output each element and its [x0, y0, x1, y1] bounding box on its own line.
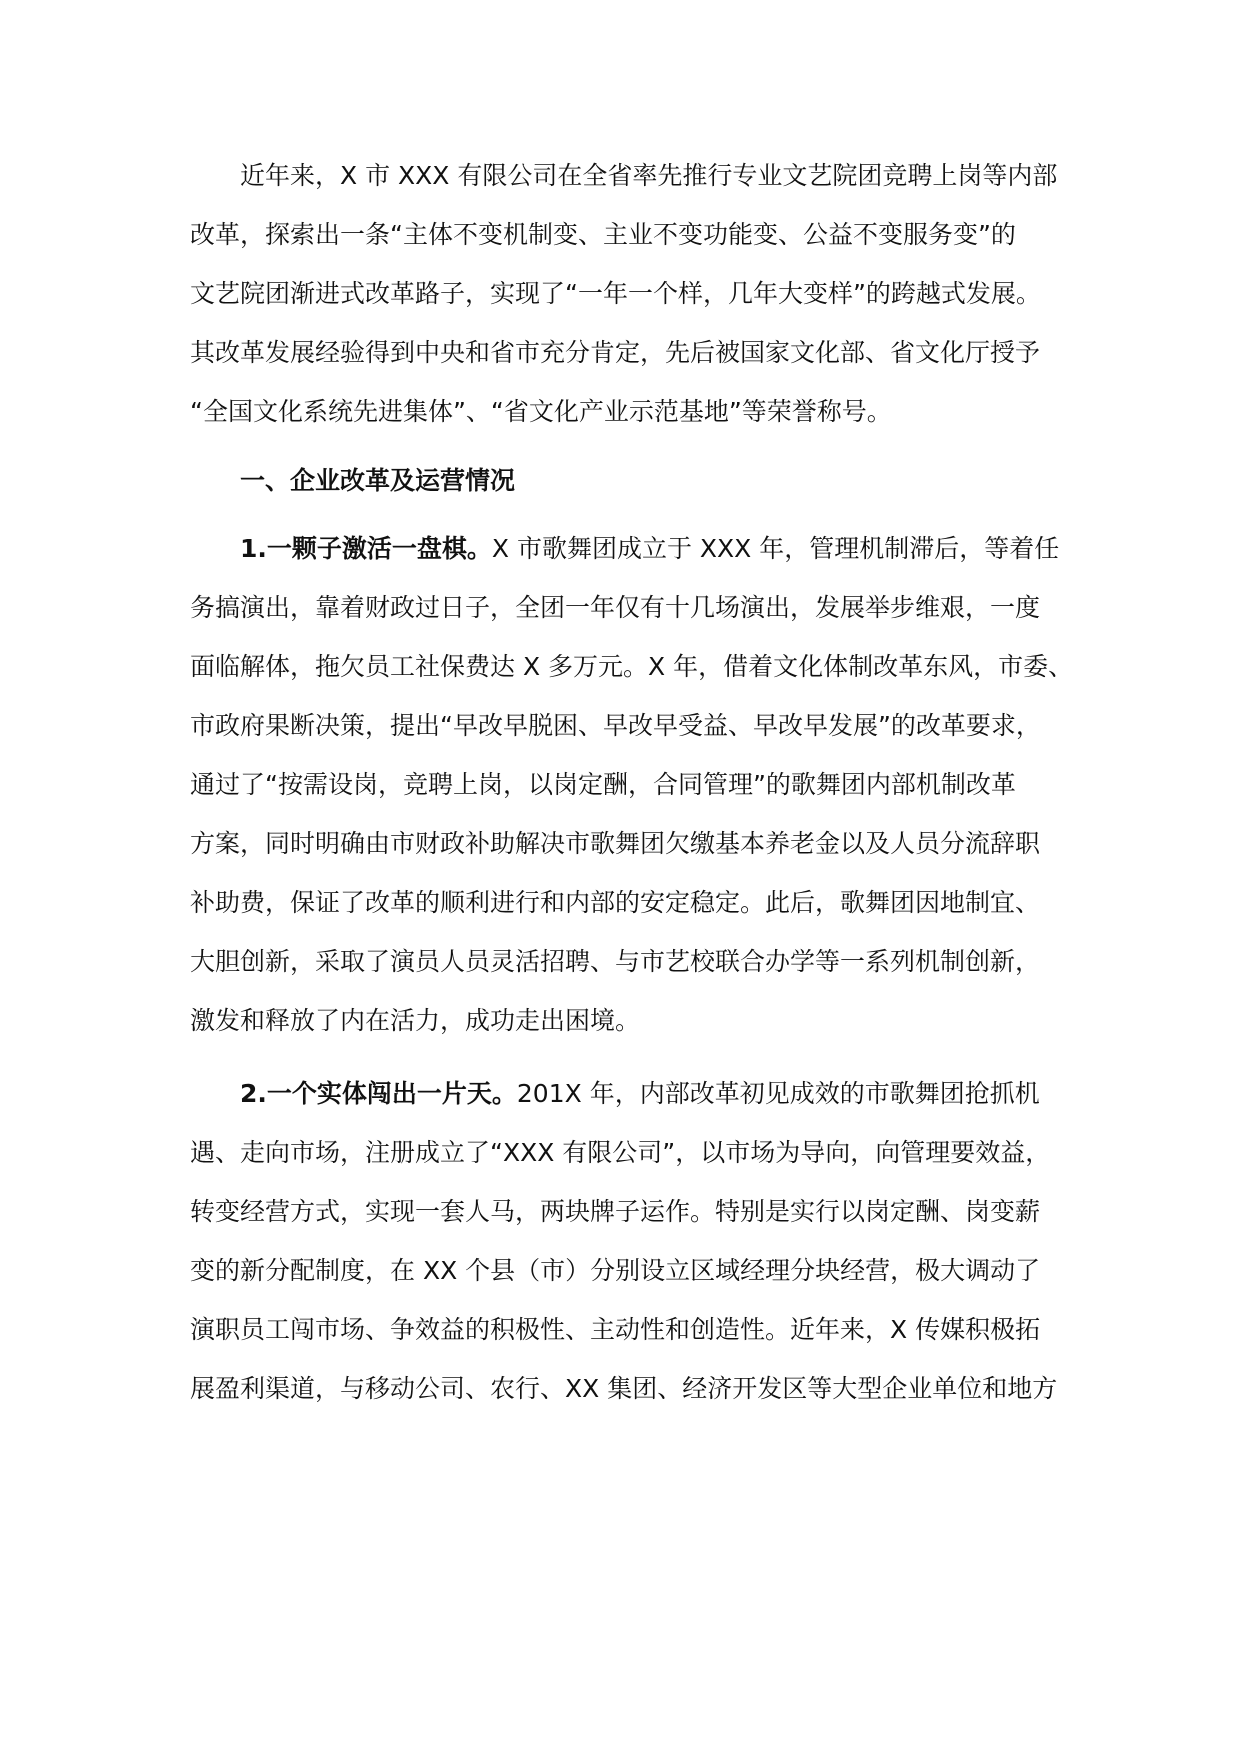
item1-first-line-text: X 市歌舞团成立于 XXX 年，管理机制滞后，等着任 [491, 534, 1060, 563]
intro-line-5: “全国文化系统先进集体”、“省文化产业示范基地”等荣誉称号。 [190, 397, 892, 426]
item1-first-line [240, 530, 1059, 568]
intro-line-4: 其改革发展经验得到中央和省市充分肯定，先后被国家文化部、省文化厅授予 [190, 338, 1041, 367]
item2-lead: 2.一个实体闯出一片天。 [240, 1079, 517, 1108]
item1-line: 大胆创新，采取了演员人员灵活招聘、与市艺校联合办学等一系列机制创新， [190, 947, 1041, 976]
item2-line: 演职员工闯市场、争效益的积极性、主动性和创造性。近年来，X 传媒积极拓 [190, 1315, 1041, 1344]
item1-lead: 1.一颗子激活一盘棋。 [240, 534, 492, 563]
item2-line: 变的新分配制度，在 XX 个县（市）分别设立区域经理分块经营，极大调动了 [190, 1256, 1041, 1285]
item1-line: 通过了“按需设岗，竞聘上岗，以岗定酬，合同管理”的歌舞团内部机制改革 [190, 770, 1016, 799]
item2-line: 展盈利渠道，与移动公司、农行、XX 集团、经济开发区等大型企业单位和地方 [190, 1374, 1058, 1403]
item2-first-line-text: 201X 年，内部改革初见成效的市歌舞团抢抓机 [516, 1079, 1040, 1108]
item2-line: 遇、走向市场，注册成立了“XXX 有限公司”，以市场为导向，向管理要效益， [190, 1138, 1051, 1167]
item2-first-line [240, 1075, 1040, 1113]
item1-line: 补助费，保证了改革的顺利进行和内部的安定稳定。此后，歌舞团因地制宜、 [190, 888, 1041, 917]
item1-line: 面临解体，拖欠员工社保费达 X 多万元。X 年，借着文化体制改革东风，市委、 [190, 652, 1074, 681]
item1-line: 方案，同时明确由市财政补助解决市歌舞团欠缴基本养老金以及人员分流辞职 [190, 829, 1041, 858]
item2-line: 转变经营方式，实现一套人马，两块牌子运作。特别是实行以岗定酬、岗变薪 [190, 1197, 1041, 1226]
intro-line-1: 近年来，X 市 XXX 有限公司在全省率先推行专业文艺院团竞聘上岗等内部 [240, 161, 1058, 190]
intro-line-2: 改革，探索出一条“主体不变机制变、主业不变功能变、公益不变服务变”的 [190, 220, 1016, 249]
section-heading: 一、企业改革及运营情况 [240, 466, 516, 495]
item1-line: 务搞演出，靠着财政过日子，全团一年仅有十几场演出，发展举步维艰，一度 [190, 593, 1041, 622]
intro-line-3: 文艺院团渐进式改革路子，实现了“一年一个样，几年大变样”的跨越式发展。 [190, 279, 1041, 308]
item1-line: 市政府果断决策，提出“早改早脱困、早改早受益、早改早发展”的改革要求， [190, 711, 1041, 740]
item1-line: 激发和释放了内在活力，成功走出困境。 [190, 1006, 641, 1035]
